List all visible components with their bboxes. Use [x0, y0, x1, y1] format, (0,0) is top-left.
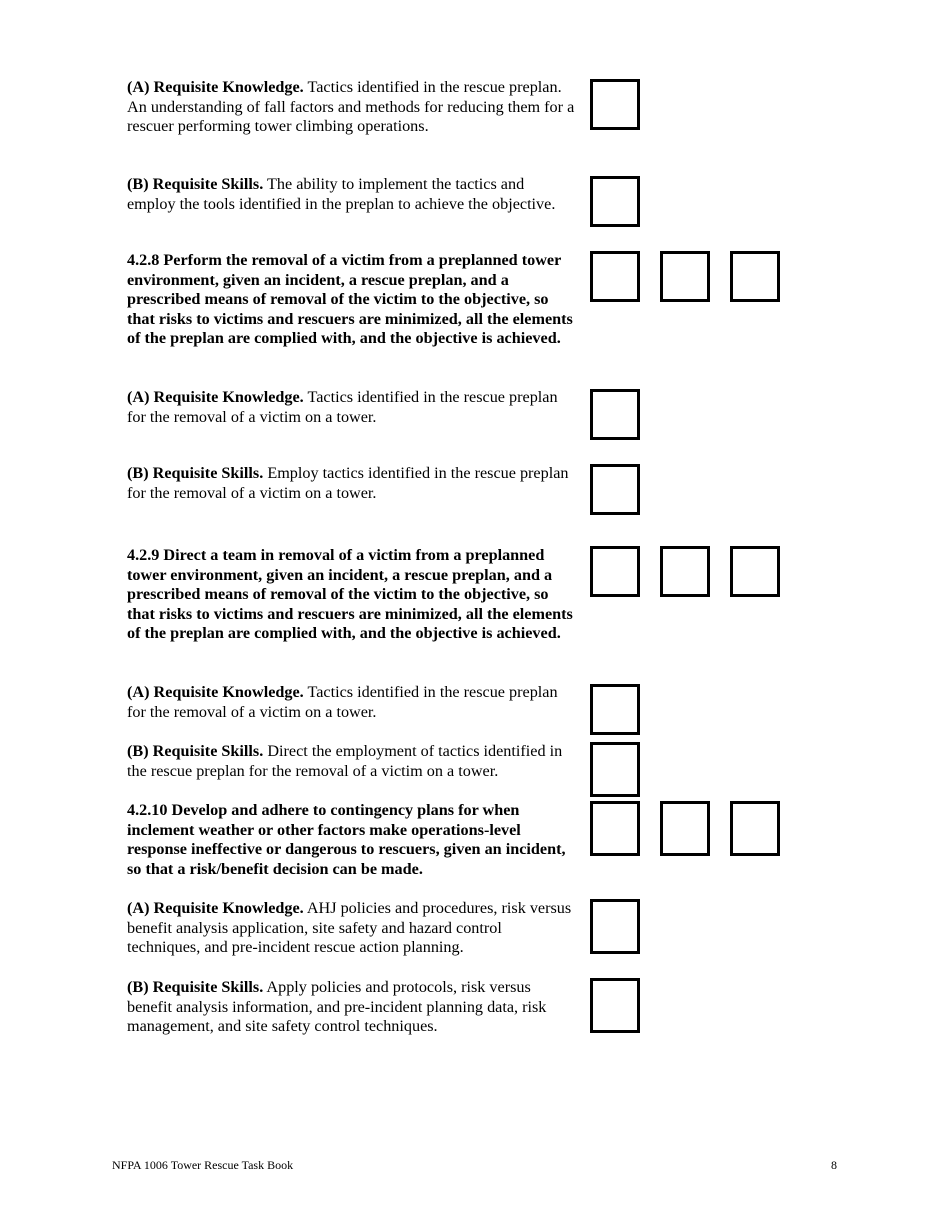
requisite-skills-4-2-7 [127, 175, 575, 214]
signoff-checkbox[interactable] [590, 801, 640, 856]
signoff-checkbox[interactable] [590, 899, 640, 954]
signoff-checkbox[interactable] [730, 251, 780, 302]
section-lead: (A) Requisite Knowledge. [127, 683, 304, 701]
signoff-checkbox[interactable] [590, 79, 640, 130]
section-text: Apply policies and protocols, risk versus benefit analysis information, and pre-incident planning data, risk management, and site safety control techniques. [127, 978, 547, 1036]
section-text: Tactics identified in the rescue preplan. An understanding of fall factors and methods for reducing them for a rescuer performing tower climbing operations. [127, 78, 575, 136]
requisite-skills-4-2-9 [127, 742, 575, 781]
section-lead: (B) Requisite Skills. [127, 464, 264, 482]
requisite-knowledge-4-2-7 [127, 78, 575, 137]
signoff-checkbox[interactable] [730, 801, 780, 856]
signoff-checkbox[interactable] [590, 546, 640, 597]
section-lead: (A) Requisite Knowledge. [127, 78, 304, 96]
section-text: AHJ policies and procedures, risk versus benefit analysis application, site safety and hazard control techniques, and pre-incident rescue action planning. [127, 899, 572, 957]
requisite-knowledge-4-2-8 [127, 388, 575, 427]
task-4-2-10 [127, 801, 575, 879]
signoff-checkbox[interactable] [730, 546, 780, 597]
requisite-skills-4-2-10 [127, 978, 575, 1037]
signoff-checkbox[interactable] [590, 684, 640, 735]
requisite-knowledge-4-2-10 [127, 899, 575, 958]
task-4-2-9 [127, 546, 575, 644]
section-text: Tactics identified in the rescue preplan for the removal of a victim on a tower. [127, 683, 558, 721]
task-text: 4.2.8 Perform the removal of a victim from a preplanned tower environment, given an incident, a rescue preplan, and a prescribed means of removal of the victim to the objective, so that risks to victims and rescuers are minimized, all the elements of the preplan are complied with, and the objective is achieved. [127, 251, 573, 348]
signoff-checkbox[interactable] [590, 389, 640, 440]
task-text: 4.2.9 Direct a team in removal of a victim from a preplanned tower environment, given an incident, a rescue preplan, and a prescribed means of removal of the victim to the objective, so that risks to victims and rescuers are minimized, all the elements of the preplan are complied with, and the objective is achieved. [127, 546, 573, 643]
section-text: The ability to implement the tactics and employ the tools identified in the preplan to achieve the objective. [127, 175, 556, 213]
task-text: 4.2.10 Develop and adhere to contingency plans for when inclement weather or other factors make operations-level response ineffective or dangerous to rescuers, given an incident, so that a risk/benefit decision can be made. [127, 801, 566, 878]
page-number: 8 [831, 1158, 837, 1172]
section-lead: (B) Requisite Skills. [127, 742, 264, 760]
signoff-checkbox[interactable] [660, 546, 710, 597]
signoff-checkbox[interactable] [590, 978, 640, 1033]
task-4-2-8 [127, 251, 575, 349]
signoff-checkbox[interactable] [590, 176, 640, 227]
section-lead: (A) Requisite Knowledge. [127, 899, 304, 917]
signoff-checkbox[interactable] [590, 464, 640, 515]
requisite-skills-4-2-8 [127, 464, 575, 503]
section-text: Tactics identified in the rescue preplan for the removal of a victim on a tower. [127, 388, 558, 426]
section-text: Employ tactics identified in the rescue preplan for the removal of a victim on a tower. [127, 464, 569, 502]
section-lead: (B) Requisite Skills. [127, 978, 264, 996]
signoff-checkbox[interactable] [590, 251, 640, 302]
section-text: Direct the employment of tactics identified in the rescue preplan for the removal of a victim on a tower. [127, 742, 563, 780]
section-lead: (B) Requisite Skills. [127, 175, 264, 193]
section-lead: (A) Requisite Knowledge. [127, 388, 304, 406]
signoff-checkbox[interactable] [590, 742, 640, 797]
footer-title: NFPA 1006 Tower Rescue Task Book [112, 1158, 294, 1172]
requisite-knowledge-4-2-9 [127, 683, 575, 722]
signoff-checkbox[interactable] [660, 801, 710, 856]
signoff-checkbox[interactable] [660, 251, 710, 302]
